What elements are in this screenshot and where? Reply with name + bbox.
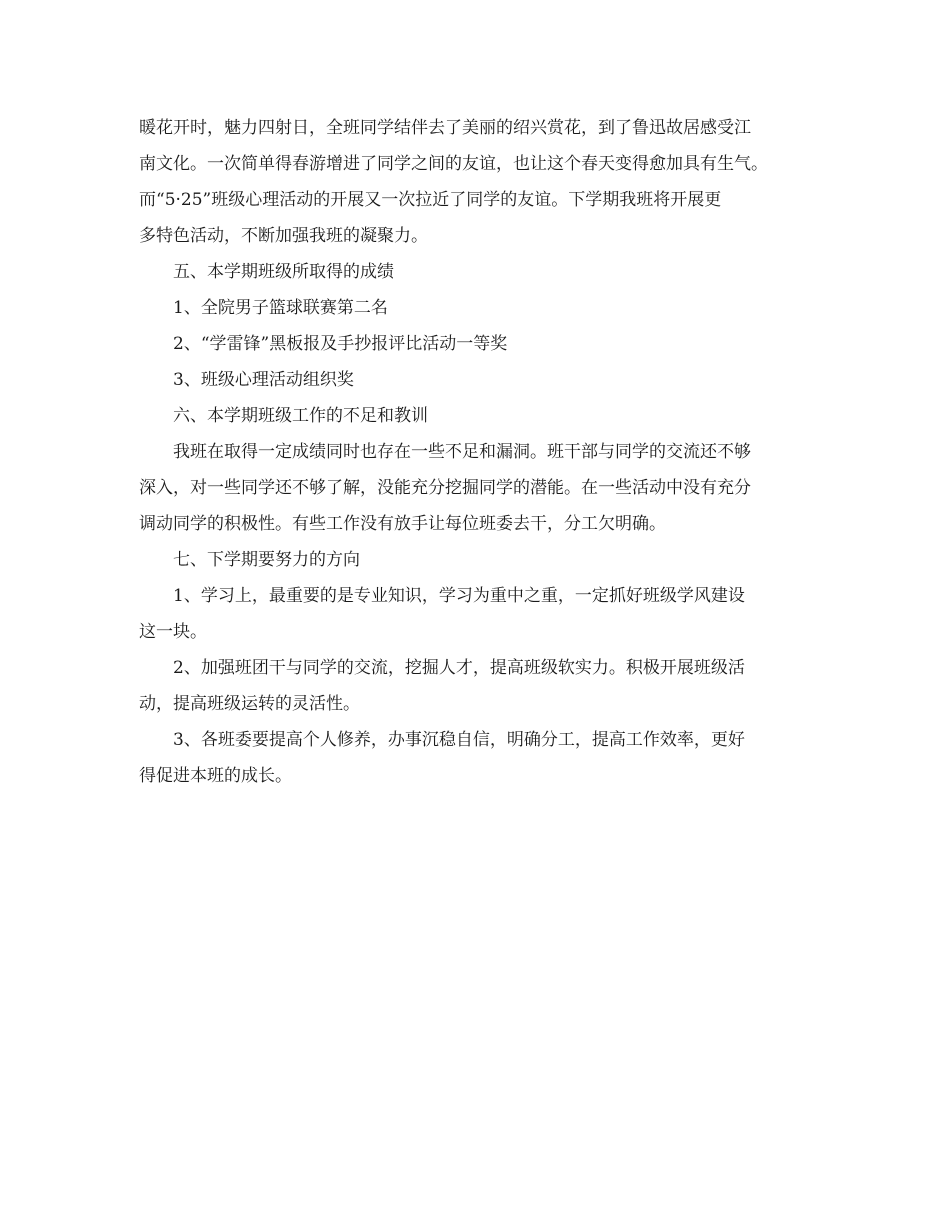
list-item: 2、“学雷锋”黑板报及手抄报评比活动一等奖 [173, 334, 508, 354]
text-line: 南文化。一次简单得春游增进了同学之间的友谊，也让这个春天变得愈加具有生气。 [139, 154, 768, 174]
text-line: 这一块。 [139, 622, 207, 642]
text-line: 暖花开时，魅力四射日，全班同学结伴去了美丽的绍兴赏花，到了鲁迅故居感受江 [139, 118, 751, 138]
text-line: 我班在取得一定成绩同时也存在一些不足和漏洞。班干部与同学的交流还不够 [173, 442, 751, 462]
section-heading: 六、本学期班级工作的不足和教训 [173, 406, 428, 426]
list-item: 1、学习上，最重要的是专业知识，学习为重中之重，一定抓好班级学风建设 [173, 586, 745, 606]
section-heading: 七、下学期要努力的方向 [173, 550, 360, 570]
list-item: 2、加强班团干与同学的交流，挖掘人才，提高班级软实力。积极开展班级活 [173, 658, 745, 678]
text-line: 调动同学的积极性。有些工作没有放手让每位班委去干，分工欠明确。 [139, 514, 666, 534]
text-line: 而“5·25”班级心理活动的开展又一次拉近了同学的友谊。下学期我班将开展更 [139, 190, 722, 210]
text-line: 深入，对一些同学还不够了解，没能充分挖掘同学的潜能。在一些活动中没有充分 [139, 478, 751, 498]
list-item: 3、班级心理活动组织奖 [173, 370, 354, 390]
list-item: 1、全院男子篮球联赛第二名 [173, 298, 388, 318]
text-line: 多特色活动，不断加强我班的凝聚力。 [139, 226, 428, 246]
text-line: 动，提高班级运转的灵活性。 [139, 694, 360, 714]
list-item: 3、各班委要提高个人修养，办事沉稳自信，明确分工，提高工作效率，更好 [173, 730, 745, 750]
document-body [139, 110, 819, 794]
text-line: 得促进本班的成长。 [139, 766, 292, 786]
section-heading: 五、本学期班级所取得的成绩 [173, 262, 394, 282]
